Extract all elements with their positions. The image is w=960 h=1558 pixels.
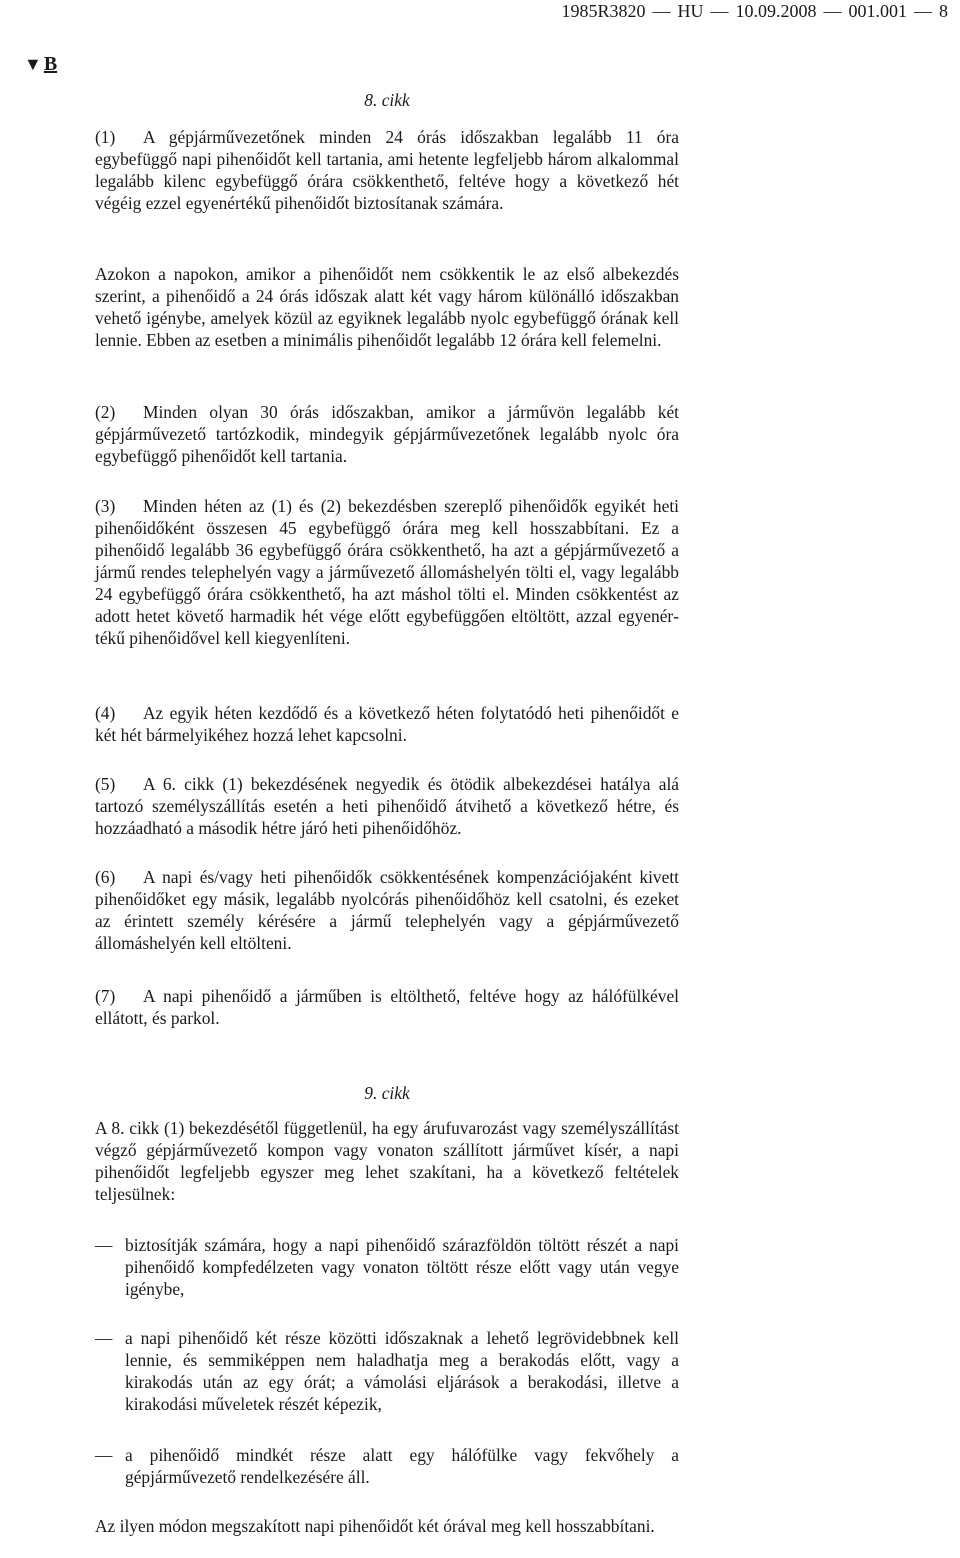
article-8-paragraph-6	[95, 866, 679, 954]
paragraph-number: (5)	[95, 774, 116, 794]
indent-text: biztosítják számára, hogy a napi pihenőidő szárazföldön töltött részét a napi pihenőidő kompfedélzeten vagy vonaton töltött része előtt vagy után vegye igénybe,	[125, 1235, 679, 1299]
indent-text: a pihenőidő mindkét része alatt egy hálófülke vagy fekvőhely a gépjárművezető rendelkezésére áll.	[125, 1445, 679, 1487]
header-separator: —	[710, 1, 729, 21]
document-id: 1985R3820	[561, 1, 646, 21]
paragraph-number: (2)	[95, 402, 116, 422]
indent-dash: —	[95, 1445, 113, 1465]
article-9-indent-3	[95, 1444, 679, 1488]
amendment-marker	[24, 51, 57, 77]
paragraph-text: Az ilyen módon megszakított napi pihenőidőt két órával meg kell hosszabbítani.	[95, 1516, 655, 1536]
page-header	[561, 0, 948, 22]
triangle-icon: ▼	[24, 54, 42, 74]
paragraph-text: Minden olyan 30 órás időszakban, amikor a járművön legalább két gépjárművezető tartózkodik, mindegyik gépjárművezetőnek legalább nyolc óra egybefüggő pihenőidőt kell tartania.	[95, 402, 679, 466]
article-8-paragraph-1-subparagraph	[95, 263, 679, 351]
article-8-paragraph-1	[95, 126, 679, 214]
paragraph-text: A gépjárművezetőnek minden 24 órás időszakban legalább 11 óra egybefüggő napi pihenőidőt kell tartania, ami hetente legfeljebb három alkalommal legalább kilenc egybefüggő órára csökkenthető, feltéve hogy a következő hét végéig ezzel egyenértékű pihenőidőt biztosítanak számára.	[95, 127, 679, 213]
header-separator: —	[914, 1, 932, 21]
header-separator: —	[652, 1, 671, 21]
paragraph-text: Minden héten az (1) és (2) bekezdésben szereplő pihenőidők egyikét heti pihenőidőként összesen 45 egybefüggő órára meg kell hosszabbítani. Ez a pihenőidő legalább 36 egybefüggő órára csökkenthető, ha azt a gépjárművezető a jármű rendes telephelyén vagy a járművezető állomáshelyén tölti el, vagy legalább 24 egybefüggő órára csökkenthető, ha azt máshol tölti el. Minden csökkentést az adott hetet követő harmadik hét vége előtt egybefüggően eltöltött, azzal egyenértékű pihenőidővel kell kiegyenlíteni.	[95, 496, 679, 648]
article-9-indent-2	[95, 1327, 679, 1415]
header-separator: —	[823, 1, 842, 21]
article-8-paragraph-4	[95, 702, 679, 746]
version-number: 001.001	[848, 1, 907, 21]
paragraph-text: A napi pihenőidő a járműben is eltölthető, feltéve hogy az hálófülkével ellátott, és parkol.	[95, 986, 679, 1028]
indent-dash: —	[95, 1235, 113, 1255]
language-code: HU	[677, 1, 704, 21]
article-8-paragraph-3	[95, 495, 679, 649]
paragraph-text: A 6. cikk (1) bekezdésének negyedik és ötödik albekezdései hatálya alá tartozó személyszállítás esetén a heti pihenőidő átvihető a következő hétre, és hozzáadható a második hétre járó heti pihenőidőhöz.	[95, 774, 679, 838]
paragraph-number: (3)	[95, 496, 116, 516]
article-9-intro	[95, 1117, 679, 1205]
paragraph-text: A napi és/vagy heti pihenőidők csökkentésének kompenzációjaként kivett pihenőidőket egy másik, legalább nyolcórás pihenőidőhöz kell csatolni, és ezeket az érintett személy kérésére a jármű telephelyén vagy a gépjárművezető állomáshelyén kell eltölteni.	[95, 867, 679, 953]
paragraph-number: (6)	[95, 867, 116, 887]
indent-text: a napi pihenőidő két része közötti időszaknak a lehető legrövidebbnek kell lennie, és semmiképpen nem haladhatja meg a berakodás előtt, vagy a kirakodás után az egy órát; a vámolási eljárások a berakodási, illetve a kirakodási műveletek részét képezik,	[125, 1328, 679, 1414]
article-8-paragraph-5	[95, 773, 679, 839]
marker-label: B	[43, 53, 58, 75]
article-9-indent-1	[95, 1234, 679, 1300]
paragraph-number: (7)	[95, 986, 116, 1006]
article-8-paragraph-2	[95, 401, 679, 467]
article-9-title: 9. cikk	[364, 1083, 410, 1103]
paragraph-text: Az egyik héten kezdődő és a következő héten folytatódó heti pihenőidőt e két hét bármelyikéhez hozzá lehet kapcsolni.	[95, 703, 679, 745]
consolidation-date: 10.09.2008	[735, 1, 817, 21]
paragraph-text: A 8. cikk (1) bekezdésétől függetlenül, ha egy árufuvarozást vagy személyszállítást végző gépjárművezető kompon vagy vonaton szállított járművet kísér, a napi pihenőidőt legfeljebb egyszer meg lehet szakítani, ha a következő feltételek teljesülnek:	[95, 1118, 679, 1204]
indent-dash: —	[95, 1328, 113, 1348]
paragraph-text: Azokon a napokon, amikor a pihenőidőt nem csökkentik le az első albekezdés szerint, a pihenőidő a 24 órás időszak alatt két vagy három különálló időszakban vehető igénybe, amelyek közül az egyiknek legalább nyolc egybefüggő órának kell lennie. Ebben az esetben a minimális pihenőidőt legalább 12 órára kell felemelni.	[95, 264, 679, 350]
article-8-paragraph-7	[95, 985, 679, 1029]
article-8-title: 8. cikk	[364, 90, 410, 110]
paragraph-number: (4)	[95, 703, 116, 723]
article-9-closing	[95, 1515, 679, 1537]
page-number: 8	[939, 1, 948, 21]
paragraph-number: (1)	[95, 127, 116, 147]
